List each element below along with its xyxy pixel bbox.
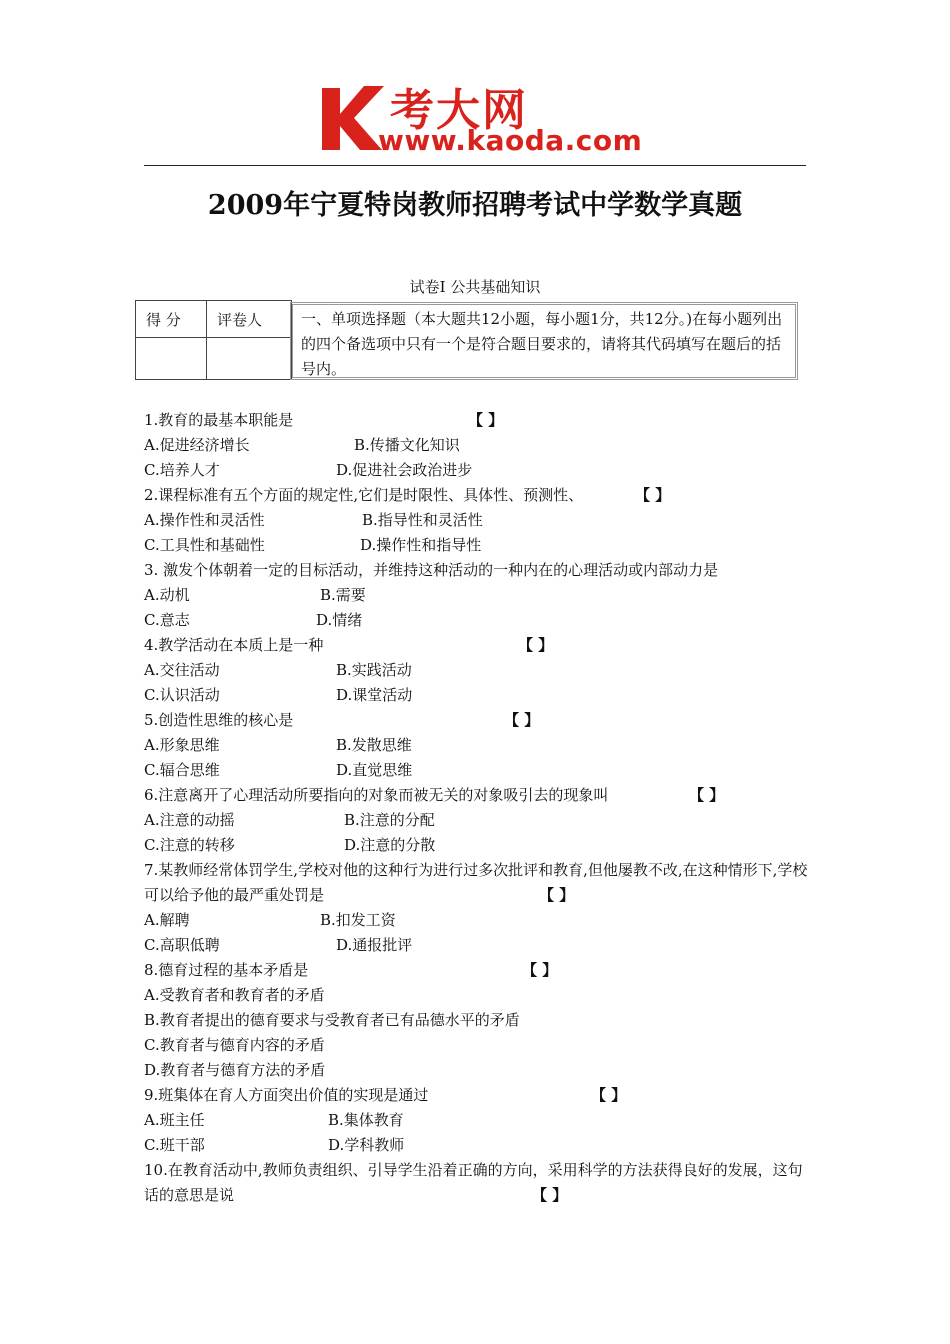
logo-name: 考大网 bbox=[390, 85, 528, 136]
option-4-b[interactable]: B.实践活动 bbox=[336, 661, 412, 679]
answer-bracket[interactable]: 【 】 bbox=[591, 1086, 627, 1104]
option-3-b[interactable]: B.需要 bbox=[320, 586, 366, 604]
option-7-c[interactable]: C.高职低聘 bbox=[144, 936, 220, 954]
question-stem-10 bbox=[144, 1158, 812, 1208]
option-6-a[interactable]: A.注意的动摇 bbox=[144, 811, 235, 829]
score-header: 得 分 bbox=[136, 301, 207, 338]
option-4-a[interactable]: A.交往活动 bbox=[144, 661, 220, 679]
option-9-b[interactable]: B.集体教育 bbox=[328, 1111, 404, 1129]
question-stem-1 bbox=[144, 408, 812, 433]
option-2-d[interactable]: D.操作性和指导性 bbox=[360, 536, 482, 554]
option-9-c[interactable]: C.班干部 bbox=[144, 1136, 205, 1154]
option-6-c[interactable]: C.注意的转移 bbox=[144, 836, 235, 854]
option-1-a[interactable]: A.促进经济增长 bbox=[144, 436, 250, 454]
answer-bracket[interactable]: 【 】 bbox=[504, 711, 540, 729]
grader-cell[interactable] bbox=[207, 338, 292, 380]
option-row bbox=[144, 608, 812, 633]
option-row bbox=[144, 458, 812, 483]
option-5-d[interactable]: D.直觉思维 bbox=[336, 761, 413, 779]
answer-bracket[interactable]: 【 】 bbox=[539, 886, 575, 904]
question-stem-9 bbox=[144, 1083, 812, 1108]
option-row bbox=[144, 508, 812, 533]
option-8-b[interactable]: B.教育者提出的德育要求与受教育者已有品德水平的矛盾 bbox=[144, 1011, 520, 1029]
option-row bbox=[144, 433, 812, 458]
question-text: 1.教育的最基本职能是 bbox=[144, 411, 294, 429]
question-stem-6 bbox=[144, 783, 812, 808]
question-text: 6.注意离开了心理活动所要指向的对象而被无关的对象吸引去的现象叫 bbox=[144, 786, 609, 804]
option-row bbox=[144, 758, 812, 783]
option-2-b[interactable]: B.指导性和灵活性 bbox=[362, 511, 483, 529]
option-5-c[interactable]: C.辐合思维 bbox=[144, 761, 220, 779]
option-7-b[interactable]: B.扣发工资 bbox=[320, 911, 396, 929]
option-row bbox=[144, 683, 812, 708]
question-text: 8.德育过程的基本矛盾是 bbox=[144, 961, 309, 979]
answer-bracket[interactable]: 【 】 bbox=[635, 486, 671, 504]
question-text: 10.在教育活动中,教师负责组织、引导学生沿着正确的方向，采用科学的方法获得良好的发展，这句话的意思是说 bbox=[144, 1161, 803, 1204]
option-row bbox=[144, 833, 812, 858]
option-4-c[interactable]: C.认识活动 bbox=[144, 686, 220, 704]
option-2-a[interactable]: A.操作性和灵活性 bbox=[144, 511, 265, 529]
question-text: 3. 激发个体朝着一定的目标活动，并维持这种活动的一种内在的心理活动或内部动力是 bbox=[144, 561, 719, 579]
option-row bbox=[144, 933, 812, 958]
answer-bracket[interactable]: 【 】 bbox=[689, 786, 725, 804]
question-text: 9.班集体在育人方面突出价值的实现是通过 bbox=[144, 1086, 429, 1104]
option-row bbox=[144, 808, 812, 833]
option-5-b[interactable]: B.发散思维 bbox=[336, 736, 412, 754]
question-stem-3 bbox=[144, 558, 812, 583]
option-7-d[interactable]: D.通报批评 bbox=[336, 936, 413, 954]
option-5-a[interactable]: A.形象思维 bbox=[144, 736, 220, 754]
question-text: 2.课程标准有五个方面的规定性,它们是时限性、具体性、预测性、 bbox=[144, 486, 584, 504]
option-1-d[interactable]: D.促进社会政治进步 bbox=[336, 461, 473, 479]
answer-bracket[interactable]: 【 】 bbox=[518, 636, 554, 654]
option-4-d[interactable]: D.课堂活动 bbox=[336, 686, 413, 704]
question-list bbox=[144, 408, 812, 1208]
question-text: 5.创造性思维的核心是 bbox=[144, 711, 294, 729]
option-2-c[interactable]: C.工具性和基础性 bbox=[144, 536, 265, 554]
score-table bbox=[135, 300, 292, 380]
option-row bbox=[144, 1108, 812, 1133]
option-1-b[interactable]: B.传播文化知识 bbox=[354, 436, 460, 454]
page-title: 2009年宁夏特岗教师招聘考试中学数学真题 bbox=[207, 190, 743, 221]
question-stem-2 bbox=[144, 483, 812, 508]
kaoda-logo bbox=[318, 80, 643, 160]
option-9-a[interactable]: A.班主任 bbox=[144, 1111, 205, 1129]
answer-bracket[interactable]: 【 】 bbox=[468, 411, 504, 429]
question-stem-4 bbox=[144, 633, 812, 658]
option-row bbox=[144, 733, 812, 758]
option-row bbox=[144, 1133, 812, 1158]
score-cell[interactable] bbox=[136, 338, 207, 380]
option-9-d[interactable]: D.学科教师 bbox=[328, 1136, 405, 1154]
section-instruction: 一、单项选择题（本大题共12小题，每小题1分，共12分。)在每小题列出的四个备选项中只有一个是符合题目要求的，请将其代码填写在题后的括号内。 bbox=[290, 302, 798, 380]
logo-url: www.kaoda.com bbox=[378, 124, 643, 157]
option-row bbox=[144, 908, 812, 933]
header-divider bbox=[144, 165, 806, 166]
option-row bbox=[144, 533, 812, 558]
option-row bbox=[144, 658, 812, 683]
answer-bracket[interactable]: 【 】 bbox=[532, 1186, 568, 1204]
option-6-b[interactable]: B.注意的分配 bbox=[344, 811, 435, 829]
option-7-a[interactable]: A.解聘 bbox=[144, 911, 190, 929]
paper-subtitle: 试卷Ⅰ 公共基础知识 bbox=[409, 278, 541, 296]
option-row bbox=[144, 583, 812, 608]
question-stem-5 bbox=[144, 708, 812, 733]
option-8-a[interactable]: A.受教育者和教育者的矛盾 bbox=[144, 986, 325, 1004]
question-text: 7.某教师经常体罚学生,学校对他的这种行为进行过多次批评和教育,但他屡教不改,在这种情形下,学校可以给予他的最严重处罚是 bbox=[144, 861, 808, 904]
answer-bracket[interactable]: 【 】 bbox=[522, 961, 558, 979]
question-stem-8 bbox=[144, 958, 812, 983]
grader-header: 评卷人 bbox=[207, 301, 292, 338]
option-3-a[interactable]: A.动机 bbox=[144, 586, 190, 604]
option-3-d[interactable]: D.情绪 bbox=[316, 611, 363, 629]
option-8-d[interactable]: D.教育者与德育方法的矛盾 bbox=[144, 1061, 326, 1079]
option-6-d[interactable]: D.注意的分散 bbox=[344, 836, 436, 854]
question-text: 4.教学活动在本质上是一种 bbox=[144, 636, 324, 654]
question-stem-7 bbox=[144, 858, 812, 908]
option-3-c[interactable]: C.意志 bbox=[144, 611, 190, 629]
option-8-c[interactable]: C.教育者与德育内容的矛盾 bbox=[144, 1036, 325, 1054]
option-1-c[interactable]: C.培养人才 bbox=[144, 461, 220, 479]
